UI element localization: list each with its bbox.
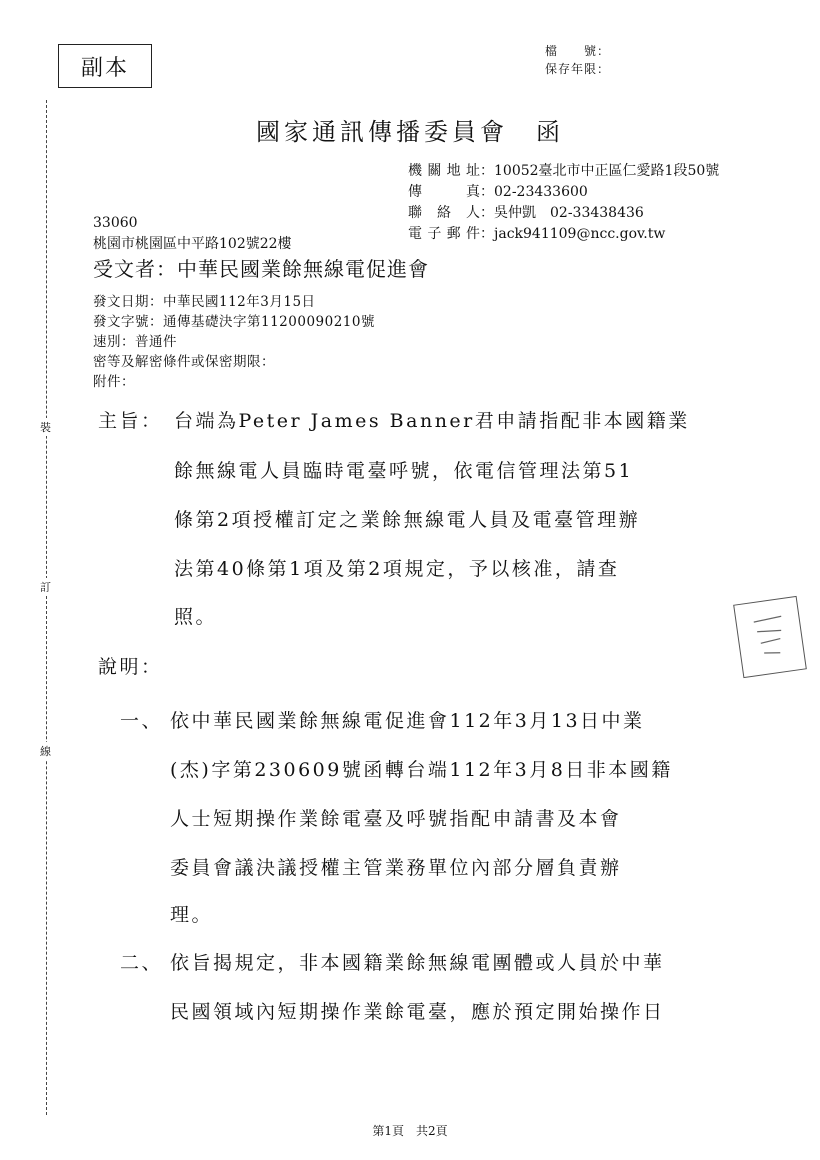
stamp-mark-icon	[747, 609, 794, 664]
binding-mark-1: 裝	[40, 418, 51, 436]
item-line: 依中華民國業餘無線電促進會112年3月13日中業	[170, 710, 645, 732]
item-number: 一、	[120, 710, 164, 732]
contact-value: 10052臺北市中正區仁愛路1段50號	[494, 163, 720, 179]
contact-label: 傳真	[408, 184, 480, 200]
contact-label: 電子郵件	[408, 226, 480, 242]
document-number: 發文字號：通傳基礎決字第11200090210號	[93, 314, 375, 330]
item-number: 二、	[120, 952, 164, 974]
recipient-line: 受文者：中華民國業餘無線電促進會	[93, 257, 429, 281]
subject-line: 照。	[174, 606, 218, 628]
item-line: 人士短期操作業餘電臺及呼號指配申請書及本會	[170, 808, 622, 830]
subject-line: 法第40條第1項及第2項規定，予以核准，請查	[174, 558, 620, 580]
subject-line: 餘無線電人員臨時電臺呼號，依電信管理法第51	[174, 460, 634, 482]
contact-fax: 傳真：02-23433600	[408, 181, 588, 201]
binding-mark-2: 訂	[40, 578, 51, 596]
item-line: 民國領域內短期操作業餘電臺，應於預定開始操作日	[170, 1001, 665, 1023]
item-line: (杰)字第230609號函轉台端112年3月8日非本國籍	[170, 759, 673, 781]
file-number-label: 檔 號：	[545, 44, 611, 58]
contact-email: 電子郵件：jack941109@ncc.gov.tw	[408, 223, 665, 243]
receipt-stamp	[733, 596, 807, 678]
contact-person: 聯絡人：吳仲凱 02-33438436	[408, 202, 644, 222]
subject-line: 台端為Peter James Banner君申請指配非本國籍業	[174, 410, 690, 432]
binding-line	[46, 100, 47, 1115]
contact-address: 機關地址：10052臺北市中正區仁愛路1段50號	[408, 160, 719, 180]
attachments: 附件：	[93, 374, 135, 390]
recipient-address: 桃園市桃園區中平路102號22樓	[93, 236, 292, 252]
contact-value: 02-23433600	[494, 184, 588, 200]
copy-label: 副本	[80, 55, 129, 81]
subject-line: 條第2項授權訂定之業餘無線電人員及電臺管理辦	[174, 509, 641, 531]
copy-stamp-box	[58, 44, 152, 88]
explanation-label: 說明：	[98, 656, 163, 678]
urgency: 速別：普通件	[93, 334, 177, 350]
classification: 密等及解密條件或保密期限：	[93, 354, 275, 370]
postal-code: 33060	[93, 215, 138, 231]
item-line: 理。	[170, 904, 214, 926]
issue-date: 發文日期：中華民國112年3月15日	[93, 294, 316, 310]
contact-label: 機關地址	[408, 163, 480, 179]
contact-label: 聯絡人	[408, 205, 480, 221]
page-footer: 第1頁 共2頁	[372, 1124, 448, 1138]
contact-value: 吳仲凱 02-33438436	[494, 205, 644, 221]
item-line: 依旨揭規定，非本國籍業餘無線電團體或人員於中華	[170, 952, 665, 974]
item-line: 委員會議決議授權主管業務單位內部分層負責辦	[170, 857, 622, 879]
binding-mark-3: 線	[40, 742, 51, 760]
document-title: 國家通訊傳播委員會 函	[256, 118, 564, 146]
subject-label: 主旨：	[98, 410, 163, 432]
contact-value: jack941109@ncc.gov.tw	[494, 226, 666, 242]
retention-period-label: 保存年限：	[545, 62, 611, 76]
